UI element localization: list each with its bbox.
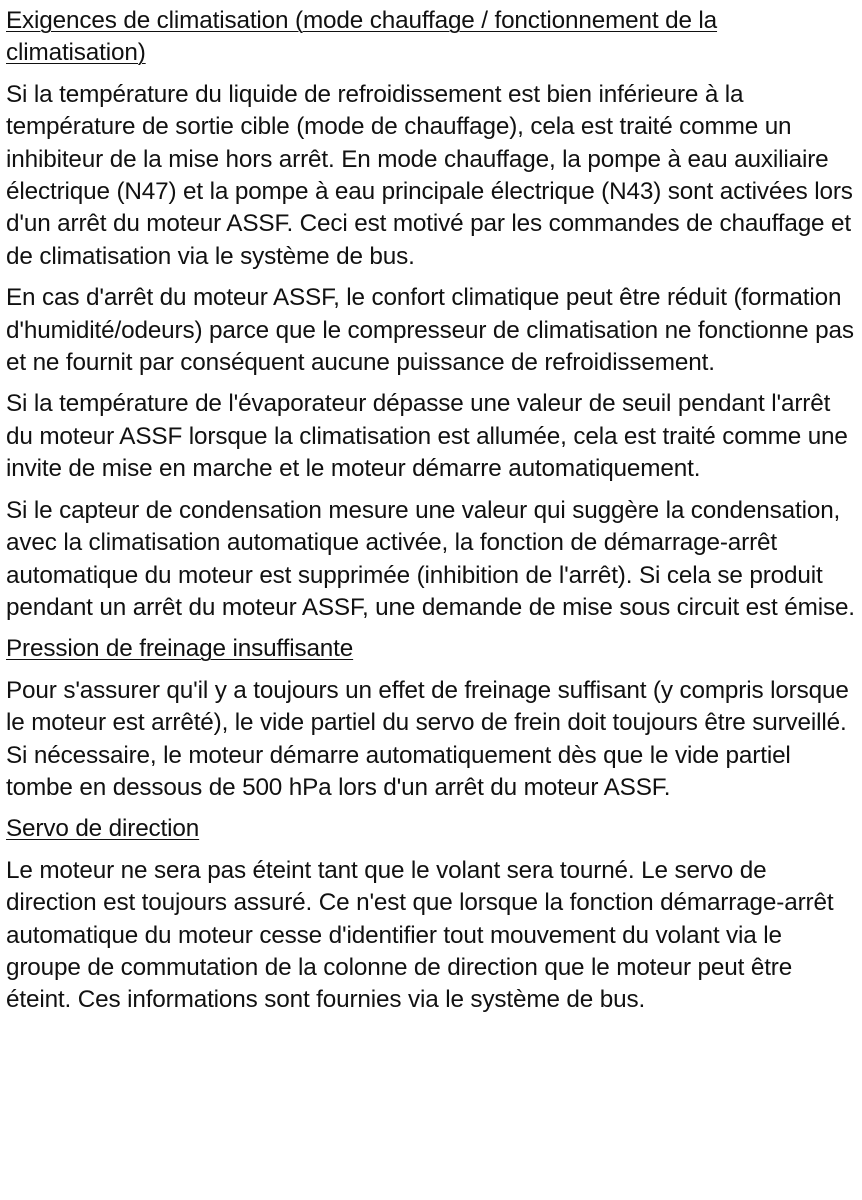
section-heading-brake-pressure: Pression de freinage insuffisante	[6, 635, 354, 663]
paragraph-evaporator-temperature: Si la température de l'évaporateur dépasse une valeur de seuil pendant l'arrêt du moteur ASSF lorsque la climatisation est allumée, cela est traité comme une invite de mise en marche et le moteur démarre automatiquement.	[6, 390, 848, 483]
paragraph-climate-comfort: En cas d'arrêt du moteur ASSF, le confort climatique peut être réduit (formation d'humidité/odeurs) parce que le compresseur de climatisation ne fonctionne pas et ne fournit par conséquent aucune puissance de refroidissement.	[6, 284, 854, 377]
paragraph-coolant-temperature: Si la température du liquide de refroidissement est bien inférieure à la température de sortie cible (mode de chauffage), cela est traité comme un inhibiteur de la mise hors arrêt. En mode chauffage, la pompe à eau auxiliaire électrique (N47) et la pompe à eau principale électrique (N43) sont activées lors d'un arrêt du moteur ASSF. Ceci est motivé par les commandes de chauffage et de climatisation via le système de bus.	[6, 80, 853, 270]
paragraph-brake-vacuum: Pour s'assurer qu'il y a toujours un effet de freinage suffisant (y compris lorsque le moteur est arrêté), le vide partiel du servo de frein doit toujours être surveillé. Si nécessaire, le moteur démarre automatiquement dès que le vide partiel tombe en dessous de 500 hPa lors d'un arrêt du moteur ASSF.	[6, 676, 849, 801]
document-body	[6, 5, 862, 1026]
paragraph-condensation-sensor: Si le capteur de condensation mesure une valeur qui suggère la condensation, avec la climatisation automatique activée, la fonction de démarrage-arrêt automatique du moteur est supprimée (inhibition de l'arrêt). Si cela se produit pendant un arrêt du moteur ASSF, une demande de mise sous circuit est émise.	[6, 496, 855, 621]
section-heading-air-conditioning: Exigences de climatisation (mode chauffage / fonctionnement de la climatisation)	[6, 7, 718, 67]
section-heading-power-steering: Servo de direction	[6, 815, 200, 843]
paragraph-steering-wheel: Le moteur ne sera pas éteint tant que le volant sera tourné. Le servo de direction est toujours assuré. Ce n'est que lorsque la fonction démarrage-arrêt automatique du moteur cesse d'identifier tout mouvement du volant via le groupe de commutation de la colonne de direction que le moteur peut être éteint. Ces informations sont fournies via le système de bus.	[6, 856, 834, 1014]
